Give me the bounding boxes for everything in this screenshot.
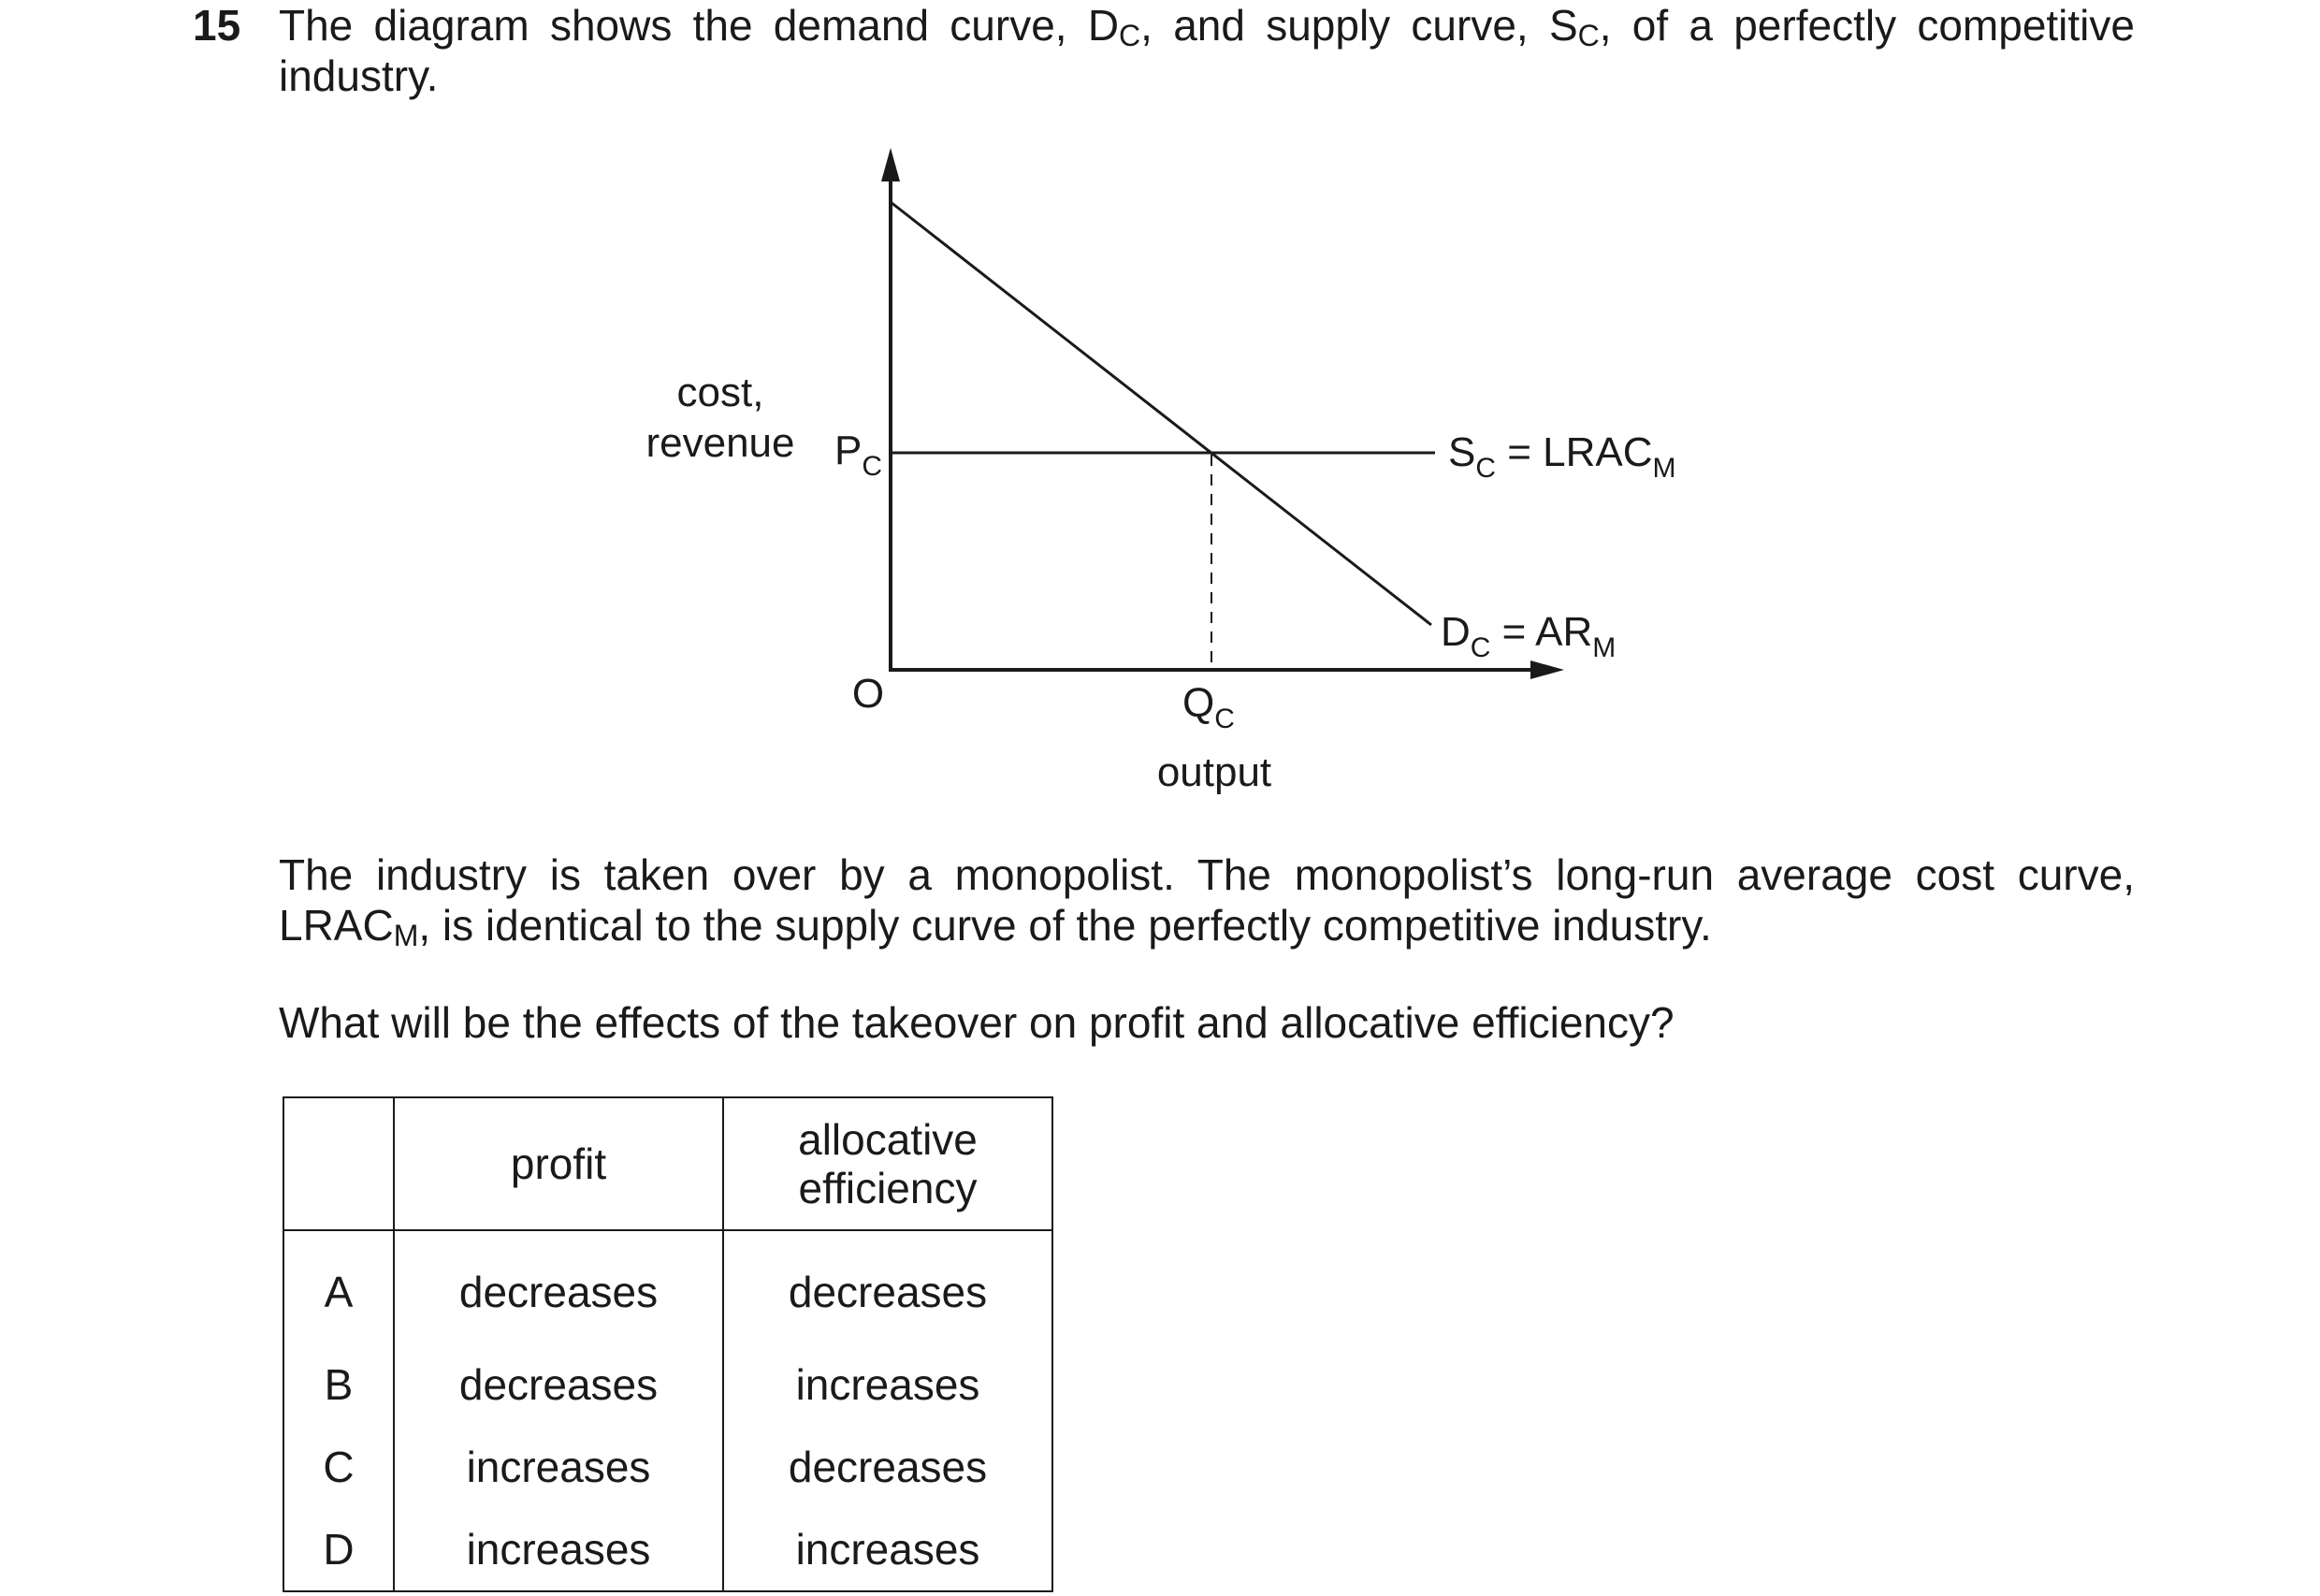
demand-label [1441, 609, 1616, 663]
intro-text-b: , and supply curve, S [1140, 1, 1578, 50]
takeover-sub-a: M [393, 919, 419, 952]
question-number: 15 [193, 1, 241, 50]
question-prompt: What will be the effects of the takeover on profit and allocative efficiency? [279, 998, 1675, 1047]
option-profit: increases [394, 1426, 723, 1508]
answer-options-table [283, 1096, 1053, 1592]
quantity-label-sub: C [1214, 704, 1235, 734]
y-axis-label-line1: cost, [676, 370, 764, 415]
option-efficiency: decreases [723, 1426, 1052, 1508]
price-label-sub: C [862, 451, 883, 482]
option-profit: decreases [394, 1230, 723, 1343]
intro-text-a: The diagram shows the demand curve, D [279, 1, 1120, 50]
price-label [834, 428, 882, 482]
origin-label: O [851, 671, 885, 717]
x-axis-label: output [1156, 749, 1272, 795]
option-key: A [283, 1230, 394, 1343]
option-profit: decreases [394, 1343, 723, 1426]
option-key: B [283, 1343, 394, 1426]
table-header-row [283, 1097, 1052, 1230]
quantity-label-main: Q [1182, 680, 1215, 726]
y-axis-arrow-icon [881, 148, 900, 181]
supply-label-main: S [1448, 429, 1476, 475]
takeover-text-b: , is identical to the supply curve of the perfectly competitive industry. [418, 901, 1712, 950]
option-key: C [283, 1426, 394, 1508]
demand-label-sub: C [1470, 632, 1491, 663]
y-axis-label-line2: revenue [645, 420, 795, 466]
takeover-paragraph [279, 849, 2135, 950]
header-efficiency-line1: allocative [798, 1115, 978, 1164]
header-efficiency [723, 1097, 1052, 1230]
option-row-c[interactable] [283, 1426, 1052, 1508]
supply-label-rest: = LRAC [1496, 429, 1653, 475]
demand-curve [891, 202, 1431, 625]
option-row-d[interactable] [283, 1508, 1052, 1591]
option-efficiency: increases [723, 1508, 1052, 1591]
intro-sub-b: C [1577, 19, 1600, 52]
x-axis-arrow-icon [1530, 660, 1564, 679]
option-row-a[interactable] [283, 1230, 1052, 1343]
quantity-label [1182, 680, 1235, 734]
supply-label [1448, 429, 1676, 484]
option-efficiency: decreases [723, 1230, 1052, 1343]
header-efficiency-line2: efficiency [798, 1164, 978, 1212]
takeover-text-a: The industry is taken over by a monopolist. The monopolist’s long-run average cost curve, LRAC [279, 850, 2135, 950]
option-key: D [283, 1508, 394, 1591]
demand-label-rest: = AR [1490, 609, 1593, 655]
demand-label-main: D [1441, 609, 1471, 655]
intro-sub-a: C [1119, 19, 1141, 52]
option-row-b[interactable] [283, 1343, 1052, 1426]
intro-text-c: , of a perfectly competitive industry. [279, 1, 2135, 100]
option-efficiency: increases [723, 1343, 1052, 1426]
option-profit: increases [394, 1508, 723, 1591]
header-profit: profit [394, 1097, 723, 1230]
supply-label-rest-sub: M [1652, 453, 1676, 484]
demand-label-rest-sub: M [1592, 632, 1617, 663]
price-label-main: P [834, 428, 863, 473]
supply-label-sub: C [1475, 453, 1497, 484]
header-key [283, 1097, 394, 1230]
